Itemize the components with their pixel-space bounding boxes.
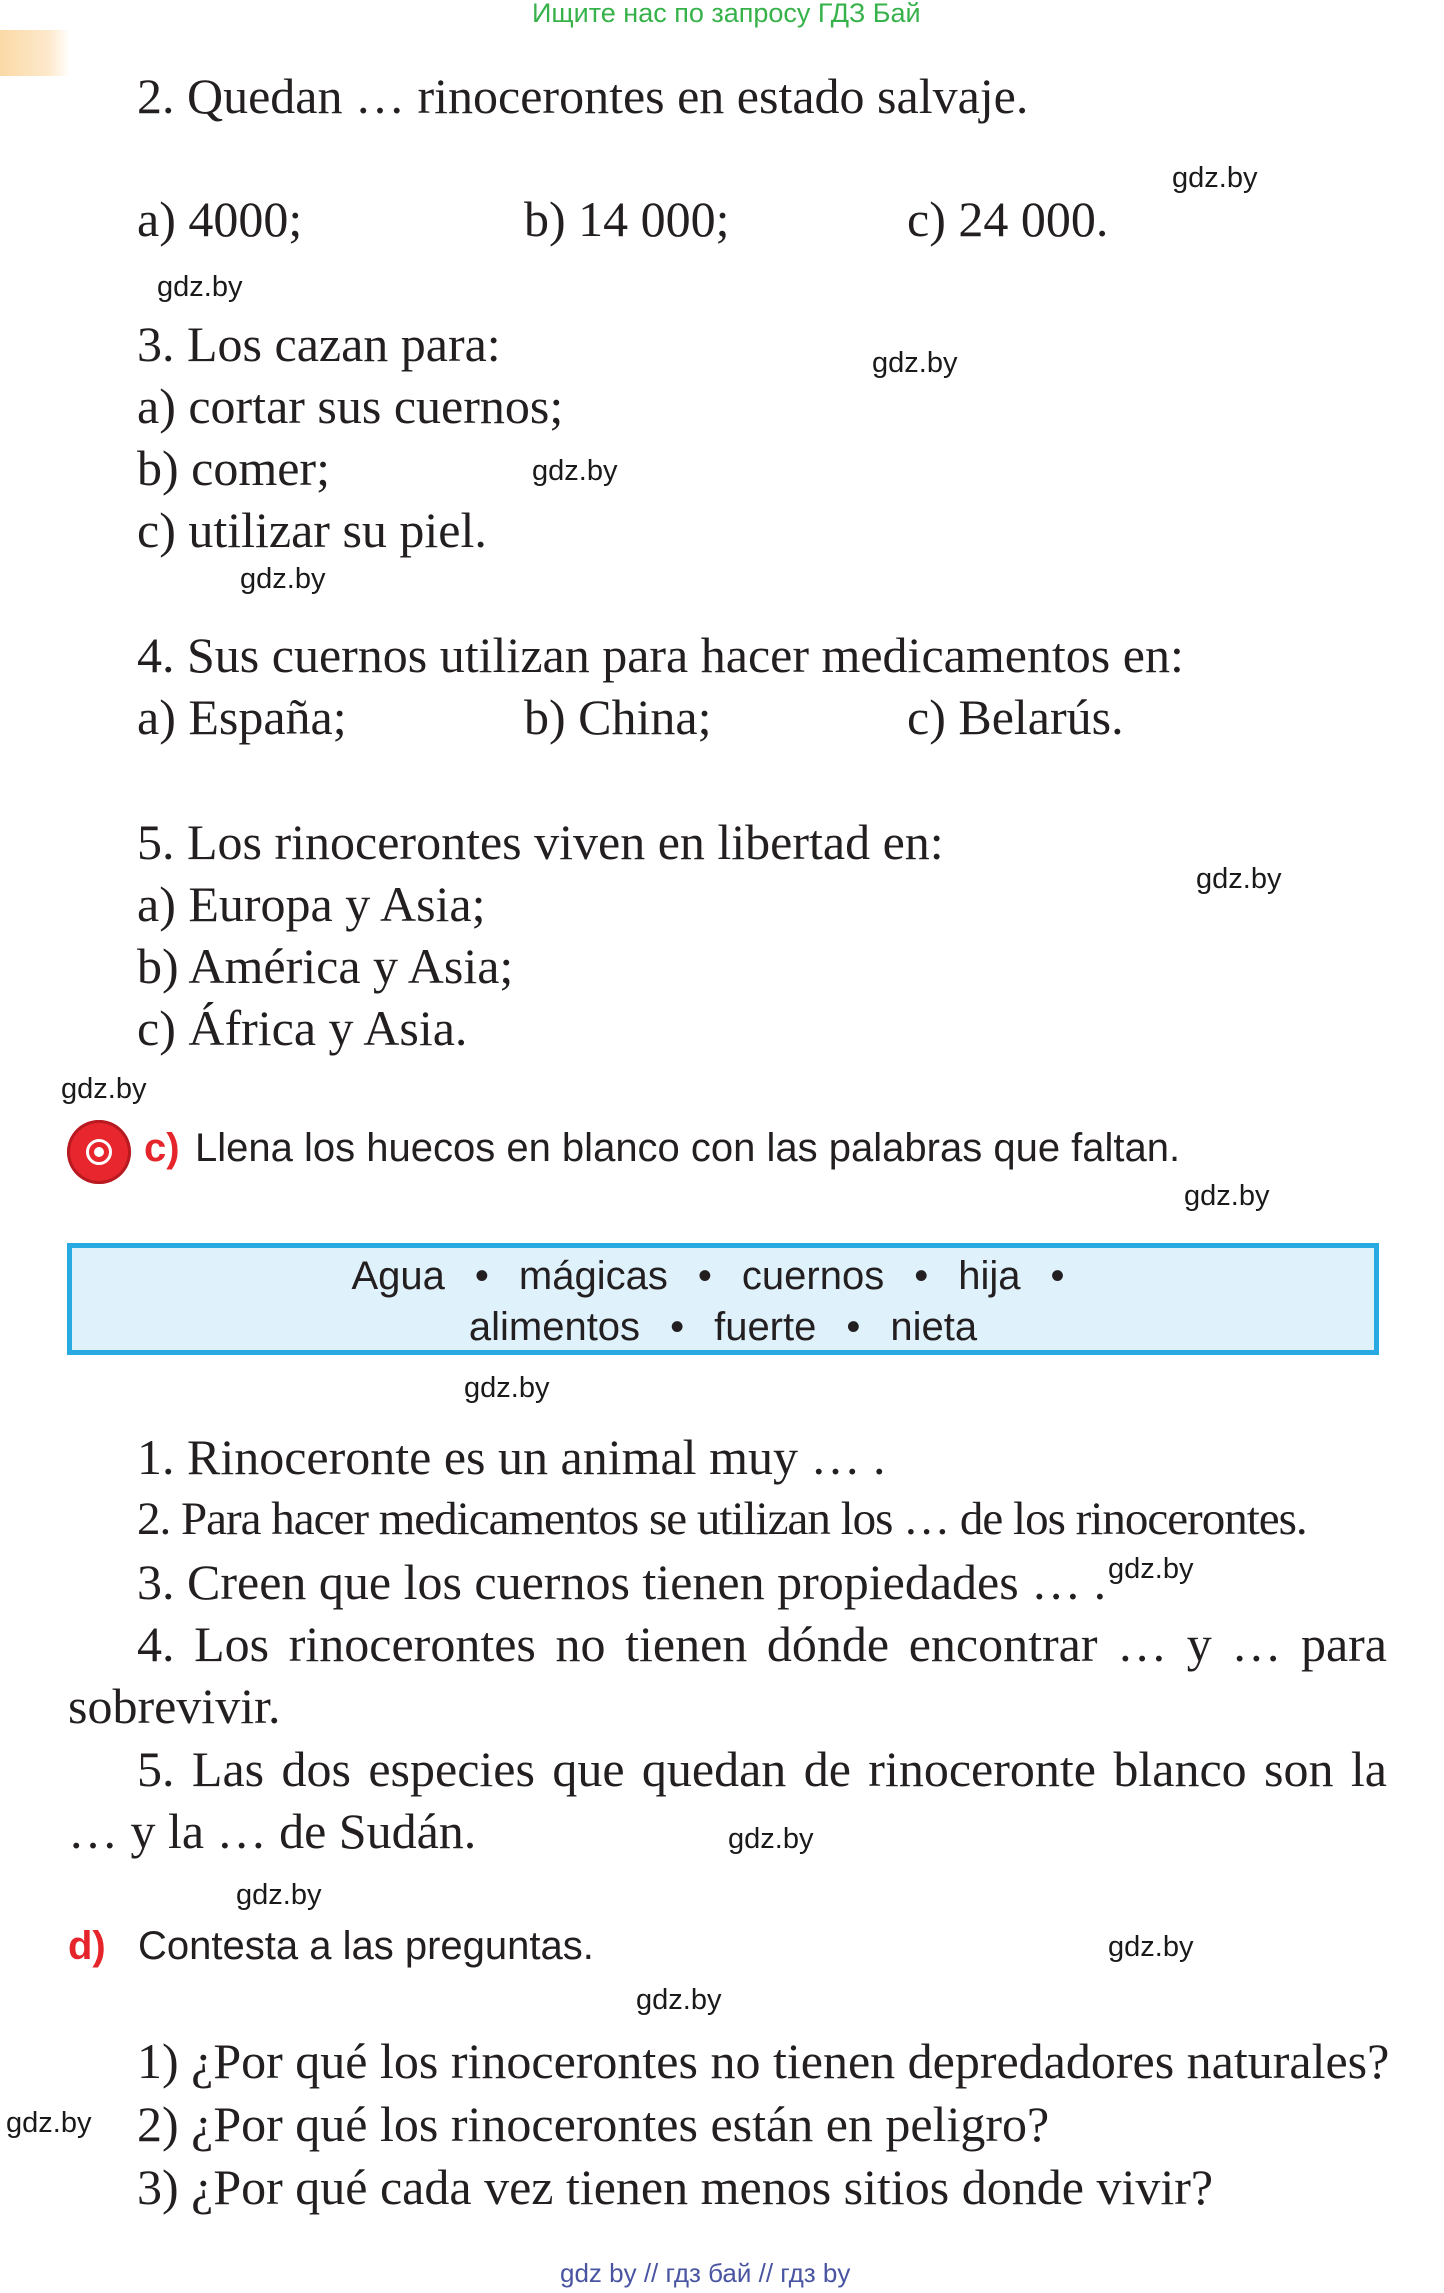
question-2-option-a: a) 4000; [137,191,303,247]
question-5-option-a: a) Europa y Asia; [137,876,486,932]
question-4-option-c: c) Belarús. [907,689,1124,745]
word-bank-word: alimentos [468,1305,641,1349]
word-bank-separator: • [846,1305,861,1349]
question-item: 1) ¿Por qué los rinocerontes no tienen depredadores naturales? [137,2033,1390,2089]
word-bank-box [67,1243,1379,1355]
task-d-instruction: Contesta a las preguntas. [138,1924,594,1968]
fill-sentence-5-line-1: 5. Las dos especies que quedan de rinoceronte blanco son la [137,1741,1387,1797]
top-banner[interactable]: Ищите нас по запросу ГДЗ Бай [532,0,921,28]
fill-sentence-3: 3. Creen que los cuernos tienen propiedades … . [137,1554,1107,1610]
word-bank-separator: • [670,1305,685,1349]
watermark: gdz.by [240,563,326,595]
question-3-option-c: c) utilizar su piel. [137,502,487,558]
word-bank-word: hija [958,1254,1021,1298]
question-3-stem: 3. Los cazan para: [137,316,501,372]
word-bank-separator: • [914,1254,929,1298]
watermark: gdz.by [532,455,618,487]
watermark: gdz.by [1196,863,1282,895]
watermark: gdz.by [728,1823,814,1855]
word-bank-separator: • [1050,1254,1065,1298]
watermark: gdz.by [6,2107,92,2139]
question-4-stem: 4. Sus cuernos utilizan para hacer medicamentos en: [137,627,1184,683]
watermark: gdz.by [61,1073,147,1105]
watermark: gdz.by [1108,1931,1194,1963]
question-2-option-c: c) 24 000. [907,191,1109,247]
question-5-option-c: c) África y Asia. [137,1000,468,1056]
word-bank-word: cuernos [741,1254,885,1298]
question-5-option-b: b) América y Asia; [137,938,514,994]
word-bank-word: fuerte [714,1305,817,1349]
word-bank-separator: • [474,1254,489,1298]
word-bank-word: Agua [351,1254,445,1298]
watermark: gdz.by [872,347,958,379]
watermark: gdz.by [1108,1553,1194,1585]
watermark: gdz.by [1172,162,1258,194]
watermark: gdz.by [236,1879,322,1911]
question-3-option-a: a) cortar sus cuernos; [137,378,564,434]
word-bank-row-2 [72,1305,1374,1350]
question-item: 3) ¿Por qué cada vez tienen menos sitios donde vivir? [137,2159,1214,2215]
watermark: gdz.by [636,1984,722,2016]
question-5-stem: 5. Los rinocerontes viven en libertad en: [137,814,944,870]
word-bank-word: mágicas [518,1254,668,1298]
fill-sentence-2: 2. Para hacer medicamentos se utilizan los … de los rinocerontes. [137,1493,1307,1545]
question-4-option-b: b) China; [524,689,712,745]
question-3-option-b: b) comer; [137,440,330,496]
question-item: 2) ¿Por qué los rinocerontes están en peligro? [137,2096,1050,2152]
fill-sentence-5-line-2: … y la … de Sudán. [68,1803,477,1859]
fill-sentence-4-line-2: sobrevivir. [68,1678,281,1734]
word-bank-row-1 [72,1254,1374,1299]
word-bank-separator: • [697,1254,712,1298]
page-corner-tab [0,30,70,76]
fill-sentence-4-line-1: 4. Los rinocerontes no tienen dónde encontrar … y … para [137,1616,1387,1672]
watermark: gdz.by [157,271,243,303]
question-2-option-b: b) 14 000; [524,191,730,247]
fill-sentence-1: 1. Rinoceronte es un animal muy … . [137,1429,886,1485]
question-4-option-a: a) España; [137,689,347,745]
word-bank-word: nieta [890,1305,978,1349]
task-c-instruction: Llena los huecos en blanco con las palabras que faltan. [195,1126,1181,1170]
target-icon [67,1120,131,1184]
watermark: gdz.by [464,1372,550,1404]
watermark: gdz.by [1184,1180,1270,1212]
task-d-letter: d) [68,1924,106,1968]
question-2-stem: 2. Quedan … rinocerontes en estado salvaje. [137,68,1029,124]
task-c-letter: c) [144,1126,180,1170]
footer-links[interactable]: gdz by // гдз бай // гдз by [560,2258,851,2288]
